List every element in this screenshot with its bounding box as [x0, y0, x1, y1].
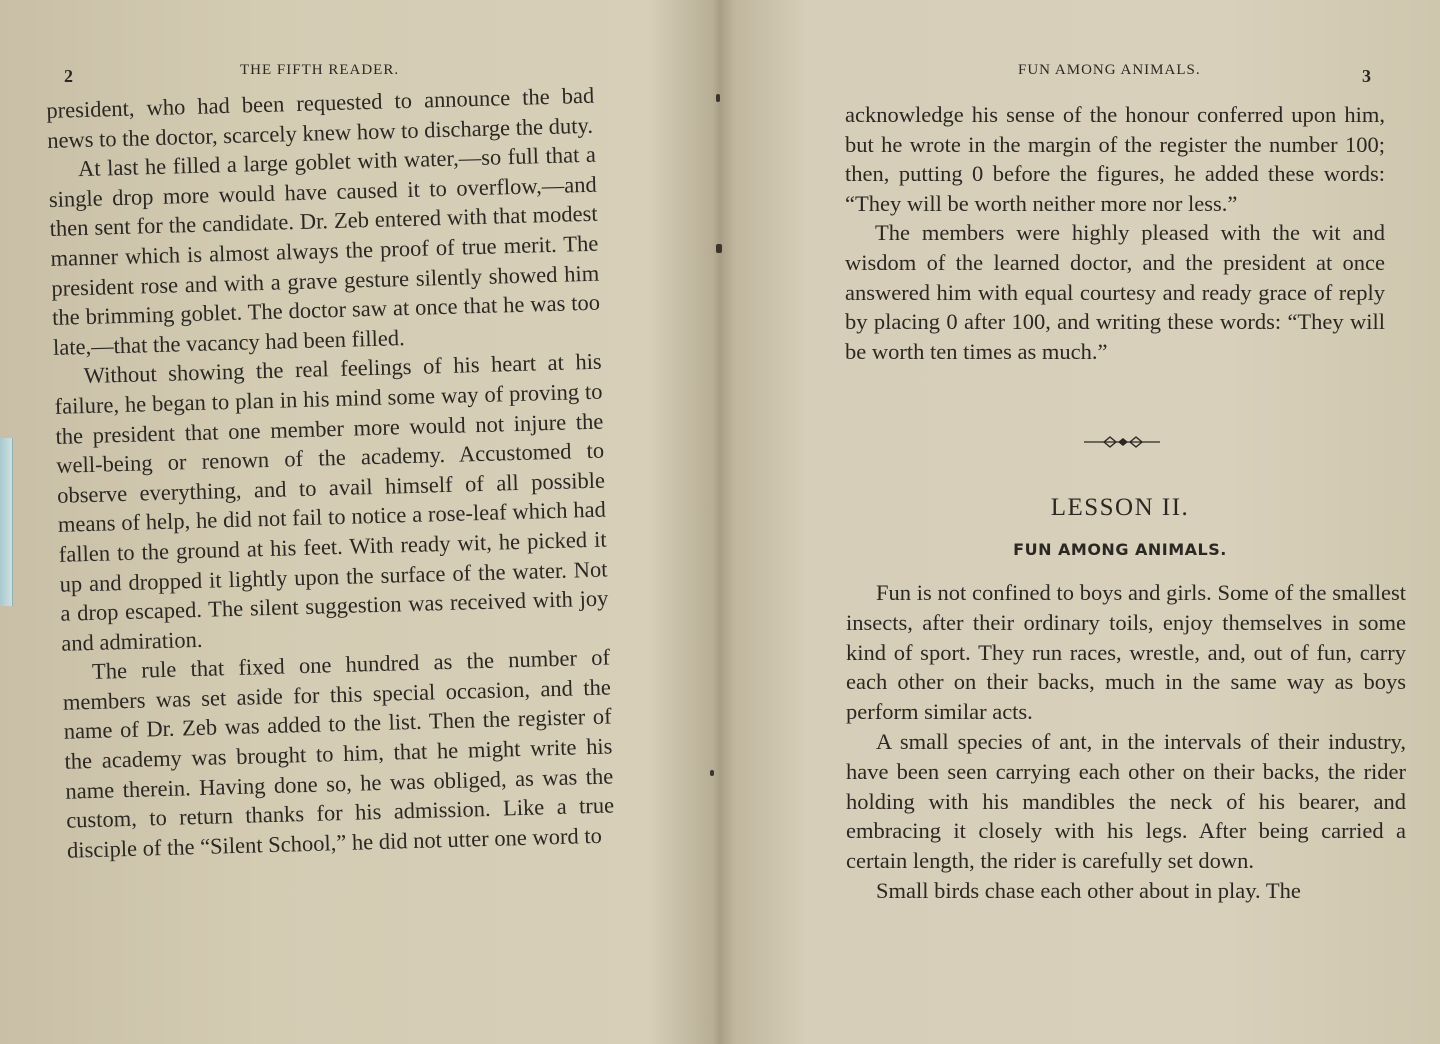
section-ornament [1082, 432, 1162, 452]
left-page-text [46, 81, 615, 865]
right-page-text-top [845, 100, 1385, 366]
gutter-mark [710, 770, 714, 776]
paragraph: The members were highly pleased with the wit and wisdom of the learned doctor, and the president at once answered him with equal courtesy and ready grace of reply by placing 0 after 100, and writing these words: “They will be worth ten times as much.” [845, 220, 1385, 364]
paragraph: Without showing the real feelings of his heart at his failure, he began to plan in his mind some way of proving to the president that one member more would not injure the well-being or renown of the academy. Accustomed to observe everything, and to avail himself of all possible means of help, he did not fail to notice a rose-leaf which had fallen to the ground at his feet. With ready wit, he picked it up and dropped it lightly upon the surface of the water. Not a drop escaped. The silent suggestion was received with joy and admiration. [54, 348, 609, 656]
paragraph: acknowledge his sense of the honour conferred upon him, but he wrote in the margin of the register the number 100; then, putting 0 before the figures, he added these words: “They will be worth neither more nor less.” [845, 102, 1385, 216]
paragraph: Small birds chase each other about in play. The [876, 877, 1301, 903]
paragraph: A small species of ant, in the intervals of their industry, have been seen carrying each other on their backs, the rider holding with his mandibles the neck of his bearer, and embracing it closely with his legs. After being carried a certain length, the rider is carefully set down. [846, 728, 1406, 874]
left-running-head: THE FIFTH READER. [240, 62, 400, 78]
paragraph: At last he filled a large goblet with water,—so full that a single drop more would have caused it to overflow,—and then sent for the candidate. Dr. Zeb entered with that modest manner which is almost always the proof of true merit. The president rose and with a grave gesture silently showed him the brimming goblet. The doctor saw at once that he was too late,—that the vacancy had been filled. [48, 141, 601, 360]
paragraph: president, who had been requested to announce the bad news to the doctor, scarcely knew how to discharge the duty. [46, 82, 595, 153]
paragraph: The rule that fixed one hundred as the number of members was set aside for this special occasion, and the name of Dr. Zeb was added to the list. Then the register of the academy was brought to him, that he might write his name therein. Having done so, he was obliged, as was the custom, to return thanks for his admission. Like a true disciple of the “Silent School,” he did not utter one word to [62, 644, 615, 863]
paragraph: Fun is not confined to boys and girls. Some of the smallest insects, after their ordinary toils, enjoy themselves in some kind of sport. They run races, wrestle, and, out of fun, carry each other on their backs, much in the same way as boys perform similar acts. [846, 580, 1406, 725]
left-page-number: 2 [64, 66, 73, 86]
right-running-head: FUN AMONG ANIMALS. [1018, 62, 1201, 78]
right-page-text-bottom [846, 578, 1406, 906]
right-page-number: 3 [1362, 66, 1371, 86]
lesson-title: LESSON II. [1050, 494, 1190, 521]
lesson-subtitle: FUN AMONG ANIMALS. [1013, 540, 1227, 559]
